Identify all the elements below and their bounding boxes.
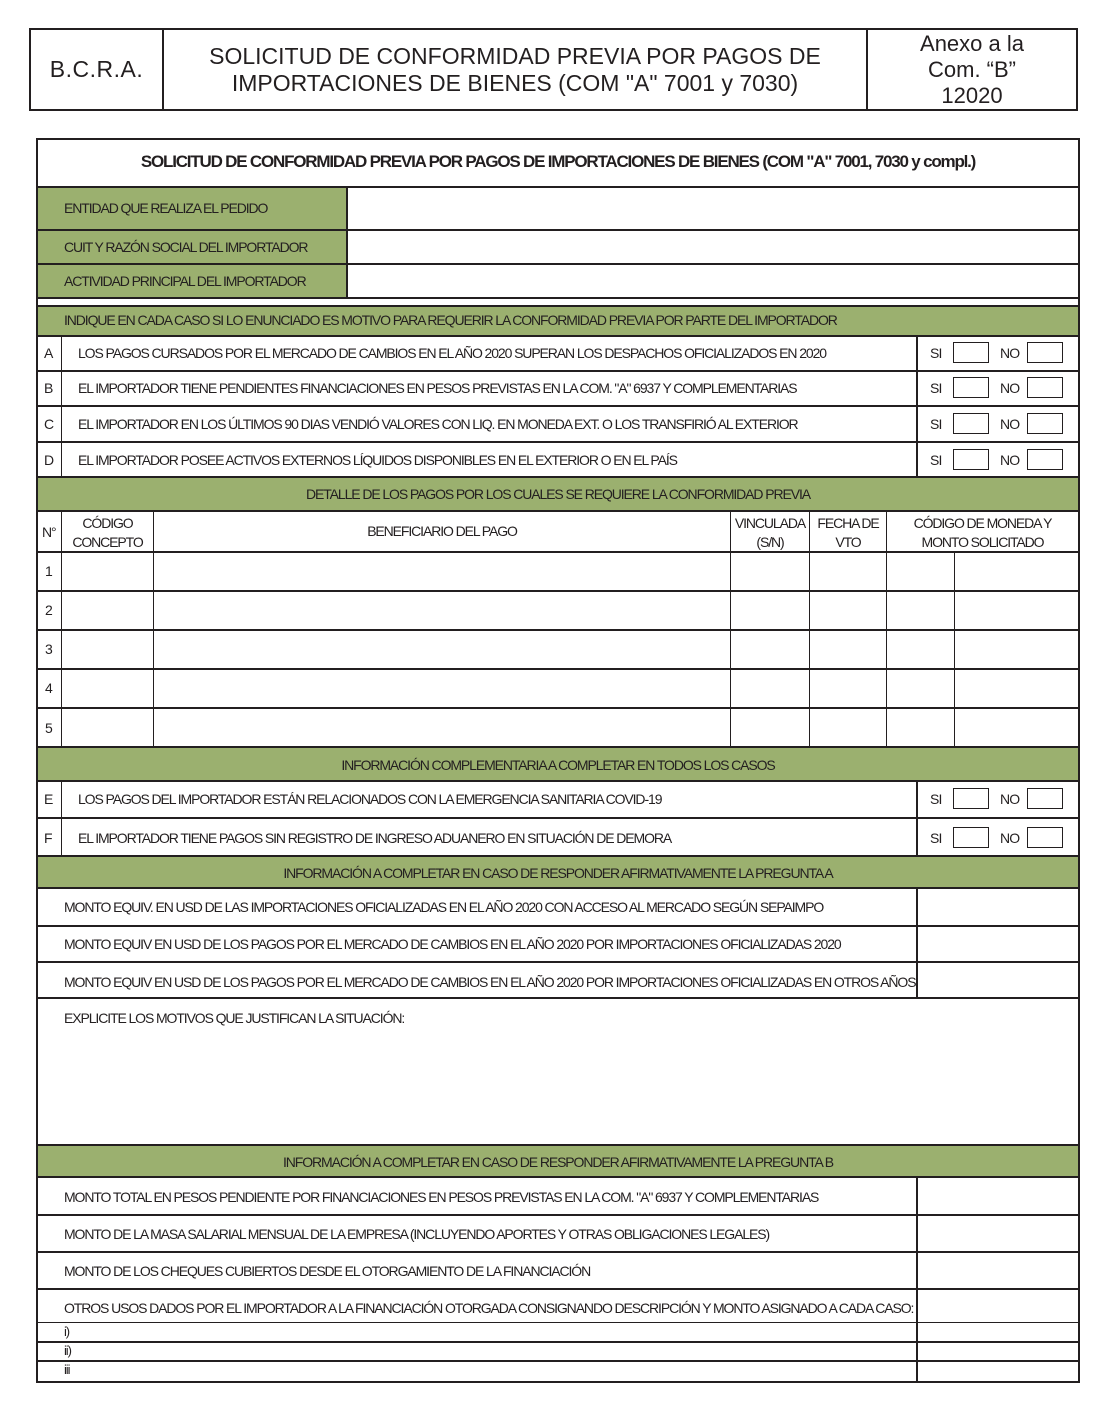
header-title-line1: SOLICITUD DE CONFORMIDAD PREVIA POR PAGOS DE	[209, 42, 821, 69]
amount-row-label: MONTO EQUIV EN USD DE LOS PAGOS POR EL MERCADO DE CAMBIOS EN EL AÑO 2020 POR IMPORTACIONES OFICIALIZADAS EN OTROS AÑOS	[64, 974, 916, 990]
question-text: EL IMPORTADOR EN LOS ÚLTIMOS 90 DIAS VENDIÓ VALORES CON LIQ. EN MONEDA EXT. O LOS TRANSFIRIÓ AL EXTERIOR	[78, 416, 798, 432]
other-uses-label: OTROS USOS DADOS POR EL IMPORTADOR A LA FINANCIACIÓN OTORGADA CONSIGNANDO DESCRIPCIÓN Y MONTO ASIGNADO A CADA CASO:	[64, 1300, 914, 1316]
col-header-due-l1: FECHA DE	[817, 515, 879, 531]
col-header-linked	[731, 514, 809, 552]
annex-line2: Com. “B”	[928, 56, 1016, 82]
header-title	[164, 30, 866, 109]
other-use-row-label: iii	[64, 1362, 70, 1377]
no-checkbox-a[interactable]	[1027, 342, 1063, 363]
col-header-num: N°	[42, 524, 56, 540]
col-header-code-l2: CONCEPTO	[72, 534, 143, 550]
field-label-cuit: CUIT Y RAZÓN SOCIAL DEL IMPORTADOR	[64, 239, 308, 255]
amount-row-label: MONTO TOTAL EN PESOS PENDIENTE POR FINANCIACIONES EN PESOS PREVISTAS EN LA COM. "A" 6937 Y COMPLEMENTARIAS	[64, 1189, 819, 1205]
question-text: EL IMPORTADOR POSEE ACTIVOS EXTERNOS LÍQUIDOS DISPONIBLES EN EL EXTERIOR O EN EL PAÍS	[78, 452, 677, 468]
rule	[38, 335, 1078, 337]
explain-textarea[interactable]	[38, 1030, 1078, 1144]
rule	[38, 297, 1078, 299]
rule	[38, 370, 1078, 372]
col-header-code	[62, 514, 153, 552]
yes-checkbox-d[interactable]	[953, 449, 989, 470]
question-text: EL IMPORTADOR TIENE PAGOS SIN REGISTRO DE INGRESO ADUANERO EN SITUACIÓN DE DEMORA	[78, 830, 672, 846]
table-row-number: 1	[45, 563, 52, 579]
question-letter: B	[44, 380, 53, 396]
col-header-code-l1: CÓDIGO	[82, 515, 133, 531]
no-checkbox-f[interactable]	[1027, 827, 1063, 848]
no-label: NO	[1000, 416, 1020, 432]
question-letter: A	[44, 345, 53, 361]
amount-row-input[interactable]	[918, 963, 1078, 997]
question-letter: F	[44, 830, 52, 846]
table-row-number: 3	[45, 641, 52, 657]
letter-divider	[61, 337, 62, 478]
amount-row-input[interactable]	[918, 1253, 1078, 1288]
yes-label: SI	[930, 416, 942, 432]
letter-divider	[61, 782, 62, 857]
col-header-amount	[887, 514, 1078, 552]
question-letter: D	[44, 452, 54, 468]
col-header-linked-l1: VINCULADA	[734, 515, 806, 531]
rule	[38, 1288, 1078, 1290]
table-row-number: 5	[45, 720, 52, 736]
table-row-number: 2	[45, 602, 52, 618]
question-letter: C	[44, 416, 54, 432]
field-input-cuit[interactable]	[348, 231, 1078, 263]
rule	[38, 817, 1078, 819]
no-label: NO	[1000, 380, 1020, 396]
yn-divider	[916, 337, 918, 478]
table-row-number: 4	[45, 680, 52, 696]
no-label: NO	[1000, 345, 1020, 361]
field-label-entity: ENTIDAD QUE REALIZA EL PEDIDO	[64, 200, 268, 216]
form-title: SOLICITUD DE CONFORMIDAD PREVIA POR PAGOS DE IMPORTACIONES DE BIENES (COM "A" 7001, 7030 y compl.)	[140, 152, 976, 171]
col-header-amount-l1: CÓDIGO DE MONEDA Y	[913, 515, 1052, 531]
section-motivo-title: INDIQUE EN CADA CASO SI LO ENUNCIADO ES MOTIVO PARA REQUERIR LA CONFORMIDAD PREVIA POR PARTE DEL IMPORTADOR	[64, 312, 837, 328]
col-header-amount-l2: MONTO SOLICITADO	[921, 534, 1044, 550]
other-use-row-input[interactable]	[80, 1343, 916, 1360]
annex-line1: Anexo a la	[920, 30, 1024, 56]
no-label: NO	[1000, 830, 1020, 846]
no-label: NO	[1000, 452, 1020, 468]
rule	[38, 405, 1078, 407]
yes-checkbox-c[interactable]	[953, 413, 989, 434]
table-rule	[38, 707, 1078, 709]
field-label-activity: ACTIVIDAD PRINCIPAL DEL IMPORTADOR	[64, 273, 306, 289]
question-text: EL IMPORTADOR TIENE PENDIENTES FINANCIACIONES EN PESOS PREVISTAS EN LA COM. "A" 6937 Y COMPLEMENTARIAS	[78, 380, 797, 396]
question-text: LOS PAGOS CURSADOS POR EL MERCADO DE CAMBIOS EN EL AÑO 2020 SUPERAN LOS DESPACHOS OFICIALIZADOS EN 2020	[78, 345, 826, 361]
explain-label: EXPLICITE LOS MOTIVOS QUE JUSTIFICAN LA SITUACIÓN:	[64, 1010, 405, 1026]
yes-label: SI	[930, 830, 942, 846]
table-rule	[38, 668, 1078, 670]
amount-row-label: MONTO EQUIV. EN USD DE LAS IMPORTACIONES OFICIALIZADAS EN EL AÑO 2020 CON ACCESO AL MERCADO SEGÚN SEPAIMPO	[64, 899, 824, 915]
annex-reference	[868, 30, 1076, 109]
other-use-row-input[interactable]	[80, 1323, 916, 1341]
col-divider	[954, 553, 955, 748]
bcra-label: B.C.R.A.	[49, 56, 144, 82]
yes-checkbox-e[interactable]	[953, 788, 989, 809]
yes-label: SI	[930, 345, 942, 361]
yes-label: SI	[930, 452, 942, 468]
no-checkbox-d[interactable]	[1027, 449, 1063, 470]
yes-label: SI	[930, 791, 942, 807]
table-rule	[38, 629, 1078, 631]
other-use-row-input[interactable]	[80, 1362, 916, 1380]
no-checkbox-b[interactable]	[1027, 377, 1063, 398]
no-checkbox-e[interactable]	[1027, 788, 1063, 809]
question-letter: E	[44, 791, 53, 807]
rule	[38, 510, 1078, 512]
amount-row-label: MONTO DE LOS CHEQUES CUBIERTOS DESDE EL OTORGAMIENTO DE LA FINANCIACIÓN	[64, 1263, 591, 1279]
yes-checkbox-f[interactable]	[953, 827, 989, 848]
no-checkbox-c[interactable]	[1027, 413, 1063, 434]
other-use-row-label: ii)	[64, 1343, 71, 1358]
field-input-entity[interactable]	[348, 188, 1078, 229]
yes-checkbox-b[interactable]	[953, 377, 989, 398]
amount-row-input[interactable]	[918, 1216, 1078, 1251]
amount-row-label: MONTO EQUIV EN USD DE LOS PAGOS POR EL MERCADO DE CAMBIOS EN EL AÑO 2020 POR IMPORTACIONES OFICIALIZADAS 2020	[64, 936, 841, 952]
amount-row-input[interactable]	[918, 1178, 1078, 1214]
no-label: NO	[1000, 791, 1020, 807]
section-b-title: INFORMACIÓN A COMPLETAR EN CASO DE RESPONDER AFIRMATIVAMENTE LA PREGUNTA B	[282, 1154, 833, 1170]
section-a-title: INFORMACIÓN A COMPLETAR EN CASO DE RESPONDER AFIRMATIVAMENTE LA PREGUNTA A	[283, 865, 833, 881]
col-header-beneficiary: BENEFICIARIO DEL PAGO	[367, 523, 517, 539]
rule	[38, 441, 1078, 443]
rule	[38, 997, 1078, 999]
yn-divider	[916, 782, 918, 857]
col-header-linked-l2: (S/N)	[756, 534, 784, 550]
col-header-due	[810, 514, 886, 552]
field-input-activity[interactable]	[348, 265, 1078, 297]
amount-row-input[interactable]	[918, 889, 1078, 925]
question-text: LOS PAGOS DEL IMPORTADOR ESTÁN RELACIONADOS CON LA EMERGENCIA SANITARIA COVID-19	[78, 791, 662, 807]
other-use-row-label: i)	[64, 1324, 70, 1339]
yes-checkbox-a[interactable]	[953, 342, 989, 363]
rule	[38, 780, 1078, 782]
amount-row-input[interactable]	[918, 927, 1078, 961]
col-header-due-l2: VTO	[835, 534, 861, 550]
header-title-line2: IMPORTACIONES DE BIENES (COM "A" 7001 y 7030)	[231, 69, 799, 96]
section-detalle-title: DETALLE DE LOS PAGOS POR LOS CUALES SE REQUIERE LA CONFORMIDAD PREVIA	[306, 486, 810, 502]
annex-line3: 12020	[941, 82, 1003, 108]
amount-row-label: MONTO DE LA MASA SALARIAL MENSUAL DE LA EMPRESA (INCLUYENDO APORTES Y OTRAS OBLIGACIONES LEGALES)	[64, 1226, 770, 1242]
section-complementaria-title: INFORMACIÓN COMPLEMENTARIA A COMPLETAR EN TODOS LOS CASOS	[341, 757, 775, 773]
yes-label: SI	[930, 380, 942, 396]
table-rule	[38, 590, 1078, 592]
